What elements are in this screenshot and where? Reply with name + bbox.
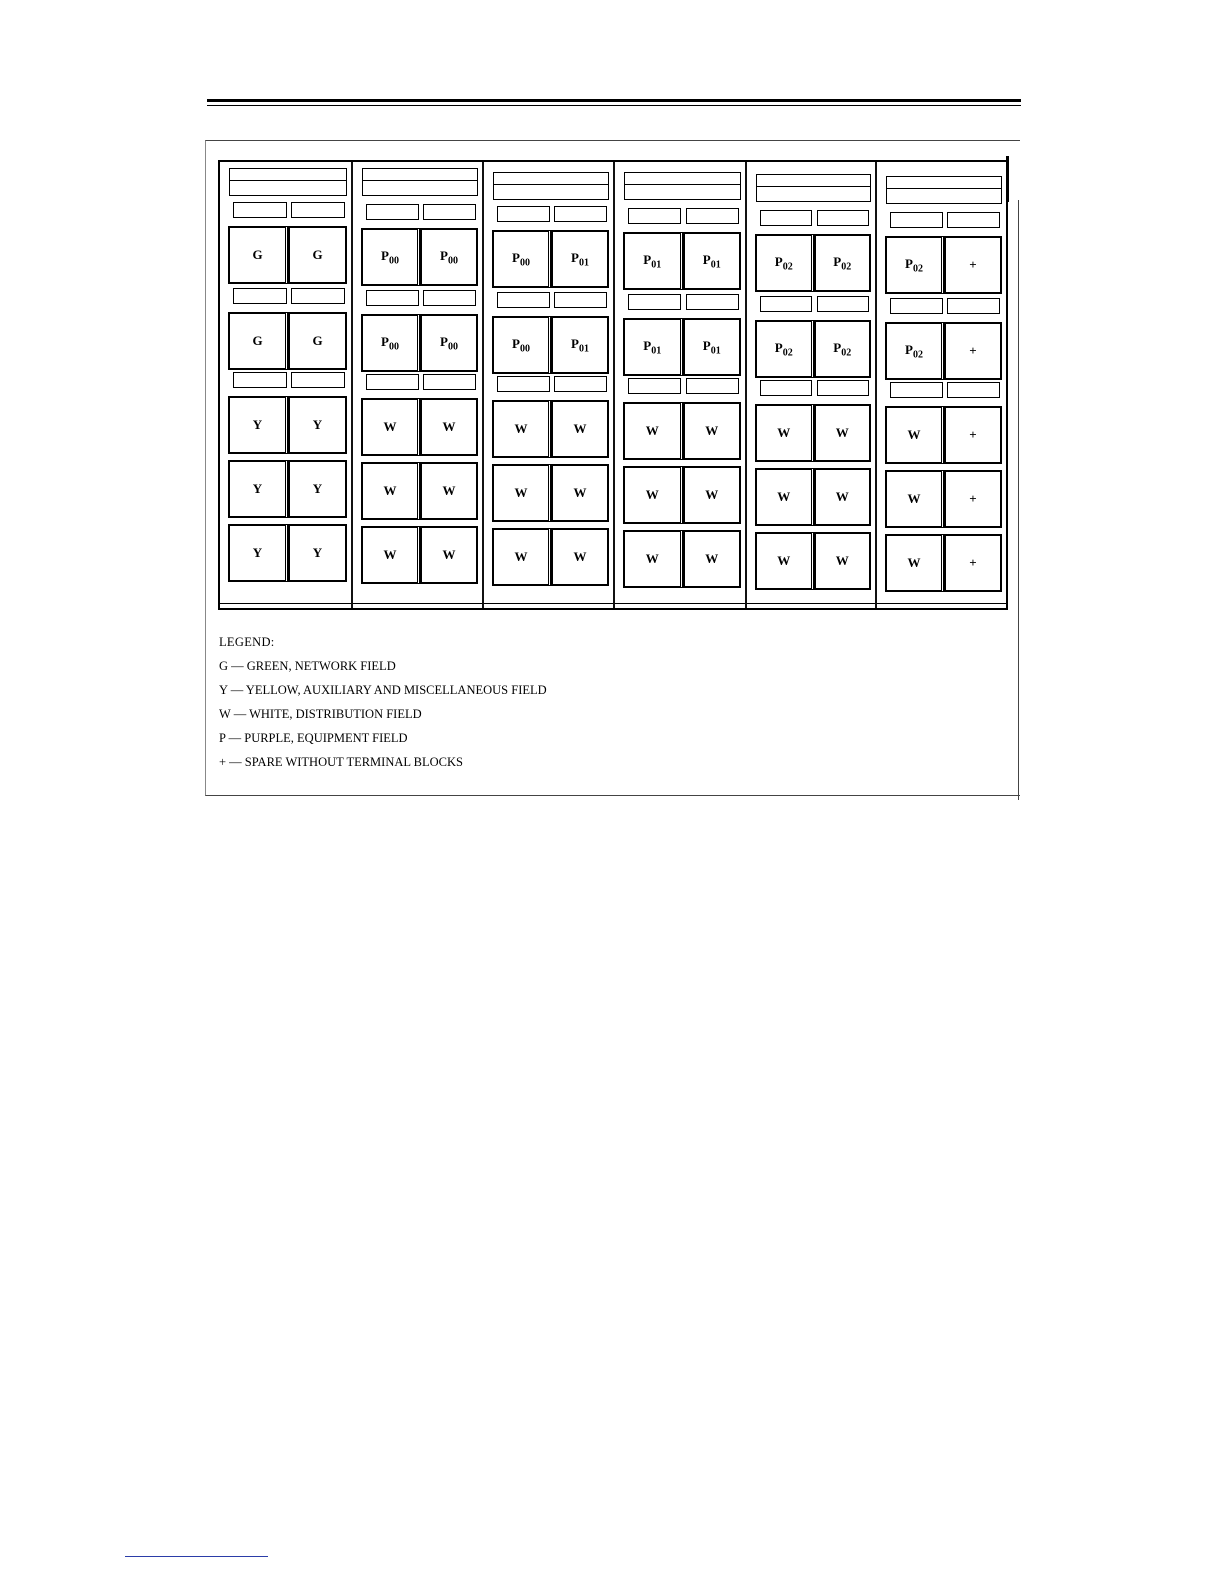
distribution-frame-diagram <box>218 160 1008 610</box>
field-label: W <box>645 487 659 502</box>
designation-strip-pair <box>628 208 739 224</box>
terminal-block-field <box>492 230 551 288</box>
terminal-block-field <box>551 316 609 374</box>
terminal-row <box>885 406 1002 464</box>
terminal-row <box>228 396 347 454</box>
field-label: G <box>312 333 323 348</box>
field-label: $P_{01}$ <box>702 251 721 271</box>
terminal-row <box>623 402 741 460</box>
designation-strip <box>423 204 476 220</box>
bay-base <box>220 603 351 604</box>
terminal-row <box>228 312 347 370</box>
field-label: G <box>252 247 263 262</box>
field-label: Y <box>252 545 263 560</box>
field-label: W <box>907 555 921 570</box>
terminal-row <box>755 468 871 526</box>
terminal-row <box>492 464 609 522</box>
field-label: W <box>514 485 528 500</box>
field-label: W <box>705 423 719 438</box>
terminal-row <box>228 524 347 582</box>
bay-header-bar <box>493 172 609 200</box>
terminal-block-field <box>885 406 944 464</box>
terminal-block-field <box>814 532 872 590</box>
terminal-block-field <box>683 318 742 376</box>
field-label: W <box>645 551 659 566</box>
field-label: W <box>383 419 397 434</box>
terminal-row <box>361 398 478 456</box>
terminal-block-field <box>420 526 478 584</box>
terminal-row <box>885 470 1002 528</box>
terminal-block-field <box>492 400 551 458</box>
designation-strip <box>497 206 550 222</box>
field-label: W <box>573 421 587 436</box>
designation-strip <box>554 206 607 222</box>
terminal-block-field <box>755 404 814 462</box>
designation-strip <box>497 376 550 392</box>
terminal-block-field <box>944 406 1002 464</box>
field-label: $P_{01}$ <box>643 251 662 271</box>
bay-base <box>615 603 745 604</box>
designation-strip <box>760 380 812 396</box>
bay-base <box>747 603 875 604</box>
field-label: W <box>514 549 528 564</box>
designation-strip <box>366 204 419 220</box>
terminal-row <box>492 528 609 586</box>
bay-base <box>877 603 1006 604</box>
field-label: W <box>835 489 849 504</box>
designation-strip <box>686 294 739 310</box>
field-label-subscript: 02 <box>782 261 793 273</box>
terminal-row <box>623 232 741 290</box>
terminal-block-field <box>288 396 347 454</box>
field-label: $P_{02}$ <box>833 339 852 359</box>
designation-strip <box>686 378 739 394</box>
terminal-block-field <box>288 312 347 370</box>
terminal-row <box>755 532 871 590</box>
field-label: + <box>969 491 977 506</box>
legend-item-white: W — WHITE, DISTRIBUTION FIELD <box>219 707 422 721</box>
designation-strip <box>628 378 681 394</box>
designation-strip-pair <box>890 212 1000 228</box>
field-label-subscript: 02 <box>912 263 923 275</box>
terminal-block-field <box>420 398 478 456</box>
field-label-subscript: 00 <box>388 255 399 267</box>
terminal-block-field <box>492 528 551 586</box>
terminal-block-field <box>551 464 609 522</box>
designation-strip <box>686 208 739 224</box>
terminal-row <box>755 320 871 378</box>
designation-strip <box>947 298 1000 314</box>
designation-strip <box>366 374 419 390</box>
terminal-block-field <box>755 234 814 292</box>
terminal-block-field <box>361 462 420 520</box>
terminal-block-field <box>623 466 683 524</box>
field-label: W <box>907 427 921 442</box>
field-label-subscript: 00 <box>519 343 530 355</box>
terminal-row <box>885 534 1002 592</box>
field-label-subscript: 00 <box>447 341 458 353</box>
field-label: + <box>969 427 977 442</box>
designation-strip <box>233 288 287 304</box>
terminal-block-field <box>228 312 288 370</box>
terminal-row <box>361 228 478 286</box>
field-label: W <box>777 553 791 568</box>
designation-strip-pair <box>366 374 476 390</box>
terminal-block-field <box>228 524 288 582</box>
terminal-block-field <box>814 468 872 526</box>
terminal-block-field <box>885 236 944 294</box>
top-rule-thin <box>207 105 1021 106</box>
field-label: $P_{00}$ <box>512 335 530 355</box>
bay-header-bar <box>229 168 347 196</box>
field-label: $P_{01}$ <box>571 249 589 269</box>
terminal-row <box>623 466 741 524</box>
legend-item-green: G — GREEN, NETWORK FIELD <box>219 659 396 673</box>
terminal-block-field <box>944 470 1002 528</box>
bay-6 <box>877 162 1006 608</box>
terminal-row <box>623 318 741 376</box>
designation-strip <box>233 372 287 388</box>
terminal-block-field <box>885 322 944 380</box>
terminal-row <box>623 530 741 588</box>
terminal-block-field <box>814 234 872 292</box>
field-label: W <box>835 553 849 568</box>
designation-strip <box>890 382 943 398</box>
terminal-row <box>755 404 871 462</box>
field-label-subscript: 00 <box>447 255 458 267</box>
terminal-block-field <box>755 468 814 526</box>
field-label: W <box>777 489 791 504</box>
designation-strip-pair <box>497 376 607 392</box>
designation-strip-pair <box>890 298 1000 314</box>
terminal-block-field <box>361 398 420 456</box>
terminal-block-field <box>551 528 609 586</box>
bay-3 <box>484 162 615 608</box>
terminal-block-field <box>885 470 944 528</box>
bay-base <box>353 603 482 604</box>
footer-rule <box>125 1556 268 1557</box>
bay-2 <box>353 162 484 608</box>
field-label: $P_{02}$ <box>774 339 793 359</box>
field-label: $P_{00}$ <box>440 247 458 267</box>
field-label: $P_{02}$ <box>905 255 923 275</box>
terminal-block-field <box>361 526 420 584</box>
designation-strip-pair <box>233 372 345 388</box>
designation-strip <box>291 288 345 304</box>
field-label: W <box>442 419 456 434</box>
terminal-block-field <box>492 316 551 374</box>
bay-header-bar <box>624 172 741 200</box>
terminal-block-field <box>944 534 1002 592</box>
terminal-row <box>885 322 1002 380</box>
terminal-block-field <box>944 236 1002 294</box>
terminal-row <box>228 460 347 518</box>
field-label: Y <box>252 481 263 496</box>
terminal-block-field <box>623 530 683 588</box>
designation-strip <box>291 372 345 388</box>
field-label-subscript: 01 <box>651 259 662 271</box>
bay-4 <box>615 162 747 608</box>
field-label-subscript: 02 <box>912 349 923 361</box>
terminal-block-field <box>361 314 420 372</box>
field-label: W <box>705 551 719 566</box>
terminal-block-field <box>755 532 814 590</box>
field-label: + <box>969 343 977 358</box>
field-label: W <box>645 423 659 438</box>
terminal-block-field <box>361 228 420 286</box>
designation-strip <box>366 290 419 306</box>
field-label-subscript: 01 <box>651 345 662 357</box>
field-label-subscript: 02 <box>841 261 852 273</box>
terminal-row <box>361 462 478 520</box>
terminal-block-field <box>683 232 742 290</box>
designation-strip <box>497 292 550 308</box>
designation-strip-pair <box>628 378 739 394</box>
terminal-row <box>492 400 609 458</box>
bay-header-bar <box>886 176 1002 204</box>
terminal-block-field <box>885 534 944 592</box>
terminal-block-field <box>420 462 478 520</box>
designation-strip <box>233 202 287 218</box>
terminal-block-field <box>288 524 347 582</box>
field-label-subscript: 01 <box>578 343 589 355</box>
terminal-row <box>361 314 478 372</box>
terminal-block-field <box>814 320 872 378</box>
designation-strip-pair <box>497 206 607 222</box>
field-label: Y <box>312 545 323 560</box>
terminal-row <box>885 236 1002 294</box>
terminal-block-field <box>288 460 347 518</box>
terminal-block-field <box>623 318 683 376</box>
field-label: G <box>312 247 323 262</box>
field-label: Y <box>312 417 323 432</box>
terminal-row <box>492 230 609 288</box>
designation-strip <box>554 376 607 392</box>
field-label: $P_{01}$ <box>643 337 662 357</box>
designation-strip <box>423 374 476 390</box>
designation-strip <box>817 380 869 396</box>
field-label: $P_{01}$ <box>571 335 589 355</box>
legend-item-spare: + — SPARE WITHOUT TERMINAL BLOCKS <box>219 755 463 769</box>
designation-strip <box>890 212 943 228</box>
designation-strip <box>760 210 812 226</box>
designation-strip-pair <box>233 202 345 218</box>
field-label-subscript: 00 <box>519 257 530 269</box>
terminal-block-field <box>228 226 288 284</box>
field-label: $P_{00}$ <box>381 333 399 353</box>
terminal-row <box>492 316 609 374</box>
designation-strip-pair <box>760 296 869 312</box>
designation-strip <box>890 298 943 314</box>
terminal-block-field <box>623 232 683 290</box>
designation-strip-pair <box>760 380 869 396</box>
terminal-block-field <box>228 396 288 454</box>
designation-strip-pair <box>366 290 476 306</box>
field-label-subscript: 01 <box>710 259 721 271</box>
designation-strip <box>628 208 681 224</box>
field-label: W <box>383 483 397 498</box>
field-label: W <box>777 425 791 440</box>
terminal-block-field <box>683 402 742 460</box>
designation-strip <box>817 296 869 312</box>
field-label: W <box>835 425 849 440</box>
bay-header-bar <box>756 174 871 202</box>
legend-item-yellow: Y — YELLOW, AUXILIARY AND MISCELLANEOUS FIELD <box>219 683 547 697</box>
top-rule <box>207 99 1021 102</box>
terminal-row <box>228 226 347 284</box>
legend-title: LEGEND: <box>219 635 275 649</box>
designation-strip <box>628 294 681 310</box>
field-label-subscript: 02 <box>841 347 852 359</box>
terminal-block-field <box>683 530 742 588</box>
field-label: $P_{00}$ <box>512 249 530 269</box>
bay-1 <box>220 162 353 608</box>
field-label: Y <box>252 417 263 432</box>
terminal-block-field <box>683 466 742 524</box>
designation-strip <box>817 210 869 226</box>
field-label: + <box>969 555 977 570</box>
designation-strip <box>947 382 1000 398</box>
terminal-block-field <box>551 230 609 288</box>
field-label: W <box>514 421 528 436</box>
designation-strip <box>423 290 476 306</box>
designation-strip <box>291 202 345 218</box>
terminal-block-field <box>420 228 478 286</box>
legend <box>219 630 547 774</box>
field-label: W <box>573 549 587 564</box>
field-label: $P_{02}$ <box>905 341 923 361</box>
field-label: $P_{02}$ <box>774 253 793 273</box>
field-label: W <box>442 547 456 562</box>
field-label: $P_{00}$ <box>381 247 399 267</box>
field-label: W <box>442 483 456 498</box>
field-label: G <box>252 333 263 348</box>
designation-strip <box>947 212 1000 228</box>
field-label: W <box>383 547 397 562</box>
designation-strip-pair <box>628 294 739 310</box>
bay-5 <box>747 162 877 608</box>
field-label: W <box>573 485 587 500</box>
designation-strip-pair <box>760 210 869 226</box>
legend-item-purple: P — PURPLE, EQUIPMENT FIELD <box>219 731 408 745</box>
terminal-block-field <box>755 320 814 378</box>
designation-strip-pair <box>890 382 1000 398</box>
terminal-block-field <box>420 314 478 372</box>
field-label: $P_{00}$ <box>440 333 458 353</box>
designation-strip-pair <box>366 204 476 220</box>
field-label: W <box>907 491 921 506</box>
designation-strip-pair <box>233 288 345 304</box>
field-label: $P_{01}$ <box>702 337 721 357</box>
bay-base <box>484 603 613 604</box>
field-label: W <box>705 487 719 502</box>
bay-header-bar <box>362 168 478 196</box>
field-label: $P_{02}$ <box>833 253 852 273</box>
field-label-subscript: 02 <box>782 347 793 359</box>
terminal-block-field <box>623 402 683 460</box>
terminal-block-field <box>944 322 1002 380</box>
designation-strip <box>760 296 812 312</box>
figure-right-edge <box>1018 200 1019 800</box>
field-label-subscript: 01 <box>578 257 589 269</box>
field-label: + <box>969 257 977 272</box>
terminal-row <box>755 234 871 292</box>
terminal-block-field <box>492 464 551 522</box>
designation-strip <box>554 292 607 308</box>
field-label: Y <box>312 481 323 496</box>
designation-strip-pair <box>497 292 607 308</box>
terminal-row <box>361 526 478 584</box>
terminal-block-field <box>551 400 609 458</box>
terminal-block-field <box>228 460 288 518</box>
terminal-block-field <box>288 226 347 284</box>
field-label-subscript: 01 <box>710 345 721 357</box>
terminal-block-field <box>814 404 872 462</box>
field-label-subscript: 00 <box>388 341 399 353</box>
